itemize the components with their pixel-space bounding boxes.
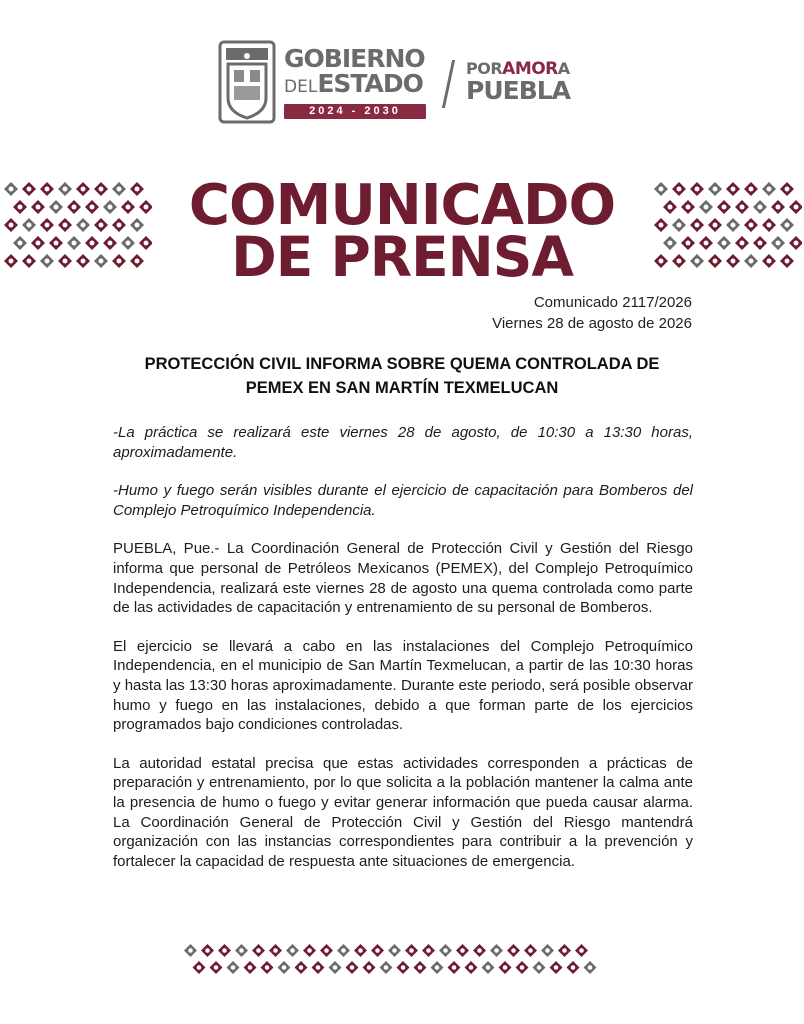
- bullet-item: -La práctica se realizará este viernes 28 de agosto, de 10:30 a 13:30 horas, aproximadamente.: [113, 424, 693, 461]
- gobierno-logo: [284, 46, 434, 119]
- por-amor-a-puebla-logo: [466, 60, 596, 104]
- state-seal-icon: [218, 40, 276, 124]
- bullet-item: -Humo y fuego serán visibles durante el ejercicio de capacitación para Bomberos del Complejo Petroquímico Independencia.: [113, 482, 693, 519]
- slogan-por: POR: [466, 59, 503, 78]
- headline-line2: PEMEX EN SAN MARTÍN TEXMELUCAN: [245, 379, 559, 397]
- gobierno-line2: [284, 71, 434, 100]
- release-body: [113, 423, 693, 871]
- release-number: Comunicado 2117/2026: [533, 294, 692, 311]
- press-release-title-line1: COMUNICADO: [188, 173, 616, 238]
- body-paragraph: PUEBLA, Pue.- La Coordinación General de Protección Civil y Gestión del Riesgo informa que personal de Petróleos Mexicanos (PEMEX), del Complejo Petroquímico Independencia, realizará este viernes 28 de agosto una quema controlada como parte de las actividades de capacitación y entrenamiento de su personal de Bomberos.: [113, 540, 693, 617]
- gobierno-estado: ESTADO: [317, 69, 423, 98]
- gobierno-del: DEL: [284, 77, 318, 97]
- slogan-a: A: [557, 59, 570, 78]
- release-meta: [492, 292, 692, 334]
- slogan-amor: AMOR: [502, 59, 558, 79]
- decorative-pattern-left: [2, 180, 152, 276]
- release-date: Viernes 28 de agosto de 2026: [492, 315, 692, 332]
- header-logos: [218, 38, 588, 128]
- slogan-puebla: PUEBLA: [466, 76, 571, 105]
- logo-divider: [442, 60, 455, 108]
- headline: [100, 352, 704, 400]
- decorative-pattern-right: [652, 180, 802, 276]
- press-release-title-line2: DE PRENSA: [231, 225, 573, 289]
- body-paragraph: La autoridad estatal precisa que estas actividades corresponden a prácticas de preparación y entrenamiento, por lo que solicita a la población mantener la calma ante la presencia de humo o fuego y evitar generar información que pueda causar alarma. La Coordinación General de Protección Civil y Gestión del Riesgo mantendrá organización con las instancias correspondientes para contribuir a la prevención y fortalecer la capacidad de respuesta ante situaciones de emergencia.: [113, 754, 693, 870]
- gobierno-line1: GOBIERNO: [284, 44, 425, 73]
- gobierno-years-badge: 2024 - 2030: [284, 104, 426, 119]
- headline-line1: PROTECCIÓN CIVIL INFORMA SOBRE QUEMA CONTROLADA DE: [144, 355, 660, 373]
- body-paragraph: El ejercicio se llevará a cabo en las instalaciones del Complejo Petroquímico Independencia, en el municipio de San Martín Texmelucan, a partir de las 10:30 horas y hasta las 13:30 horas aproximadamente. Durante este periodo, será posible observar humo y fuego en las instalaciones, debido a que forman parte de los ejercicios programados bajo condiciones controladas.: [113, 637, 693, 734]
- decorative-pattern-bottom: [182, 942, 622, 976]
